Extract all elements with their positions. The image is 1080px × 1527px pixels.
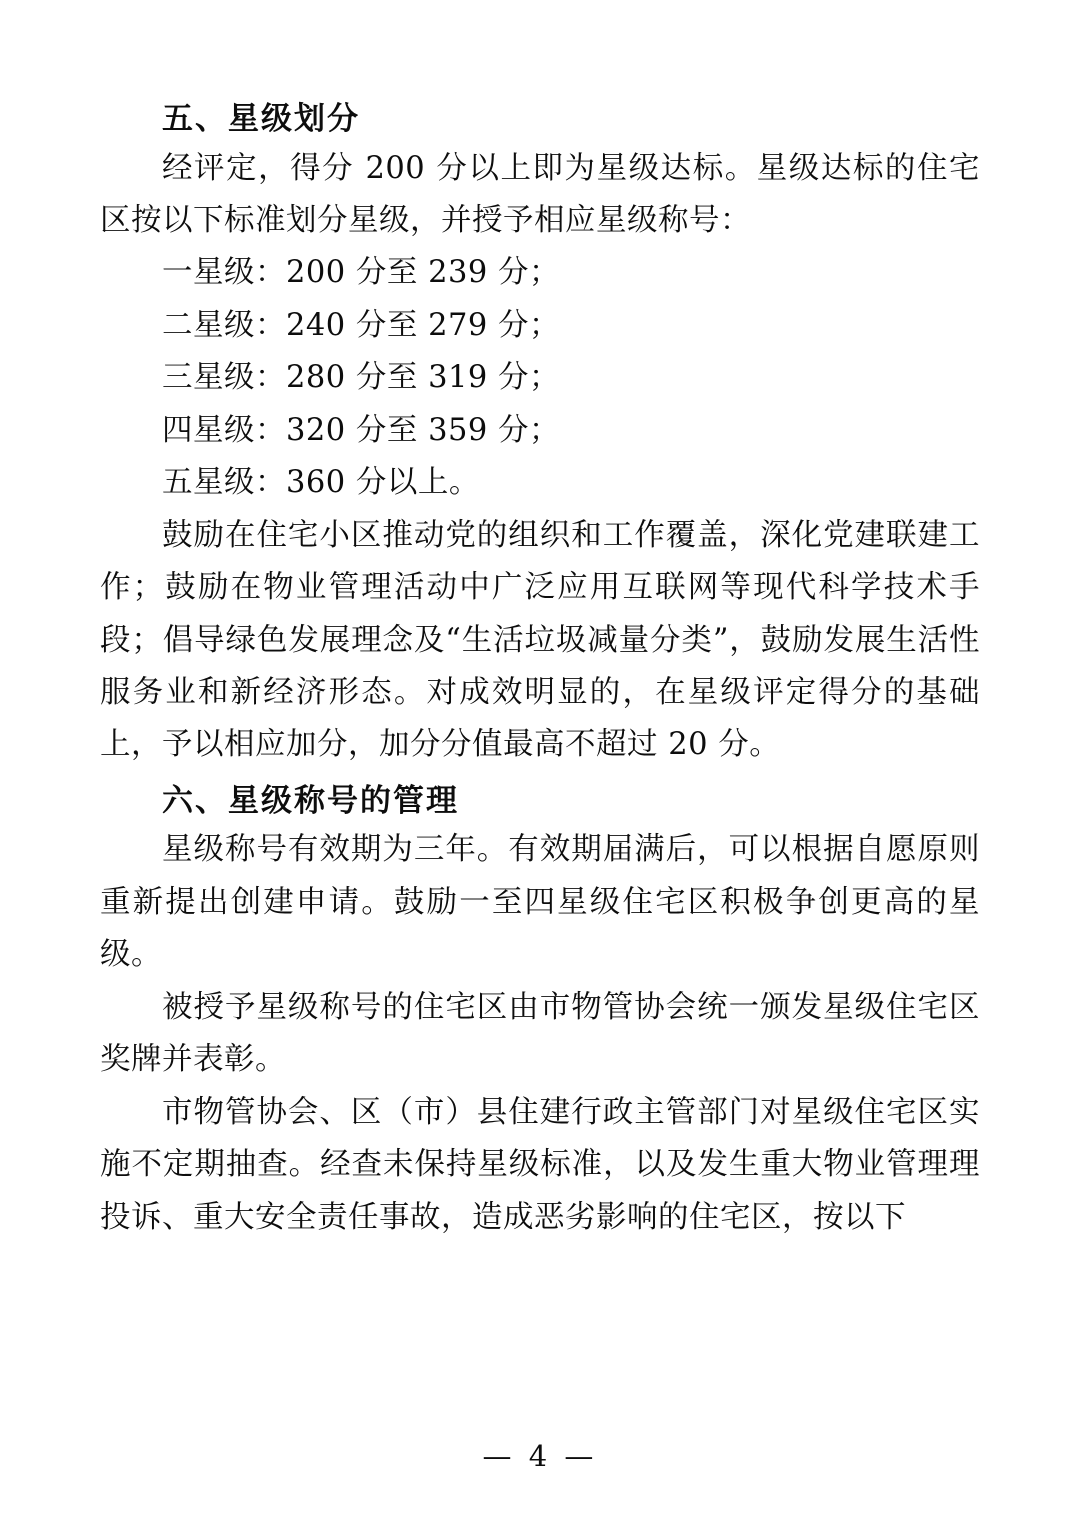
section-six-paragraph-one: 星级称号有效期为三年。有效期届满后，可以根据自愿原则重新提出创建申请。鼓励一至四星级住宅区积极争创更高的星级。 [100, 832, 980, 973]
star-level-item-five: 五星级：360 分以上。 [162, 465, 480, 501]
page-body [100, 96, 980, 1244]
star-level-item-one: 一星级：200 分至 239 分； [162, 255, 561, 291]
section-six-paragraph-two: 被授予星级称号的住宅区由市物管协会统一颁发星级住宅区奖牌并表彰。 [100, 989, 980, 1078]
star-level-item-two: 二星级：240 分至 279 分； [162, 307, 561, 343]
section-five-intro-paragraph: 经评定，得分 200 分以上即为星级达标。星级达标的住宅区按以下标准划分星级，并授予相应星级称号： [100, 150, 980, 238]
section-heading-five: 五、星级划分 [162, 101, 360, 137]
page-number: — 4 — [482, 1439, 598, 1473]
section-heading-six: 六、星级称号的管理 [162, 782, 459, 819]
star-level-item-three: 三星级：280 分至 319 分； [162, 360, 561, 396]
section-five-bonus-paragraph: 鼓励在住宅小区推动党的组织和工作覆盖，深化党建联建工作；鼓励在物业管理活动中广泛应用互联网等现代科学技术手段；倡导绿色发展理念及“生活垃圾减量分类”，鼓励发展生活性服务业和新经济形态。对成效明显的，在星级评定得分的基础上，予以相应加分，加分分值最高不超过 20 分。 [100, 517, 980, 763]
section-six-paragraph-three: 市物管协会、区（市）县住建行政主管部门对星级住宅区实施不定期抽查。经查未保持星级标准，以及发生重大物业管理理投诉、重大安全责任事故，造成恶劣影响的住宅区，按以下 [100, 1094, 980, 1235]
star-level-item-four: 四星级：320 分至 359 分； [162, 412, 561, 448]
